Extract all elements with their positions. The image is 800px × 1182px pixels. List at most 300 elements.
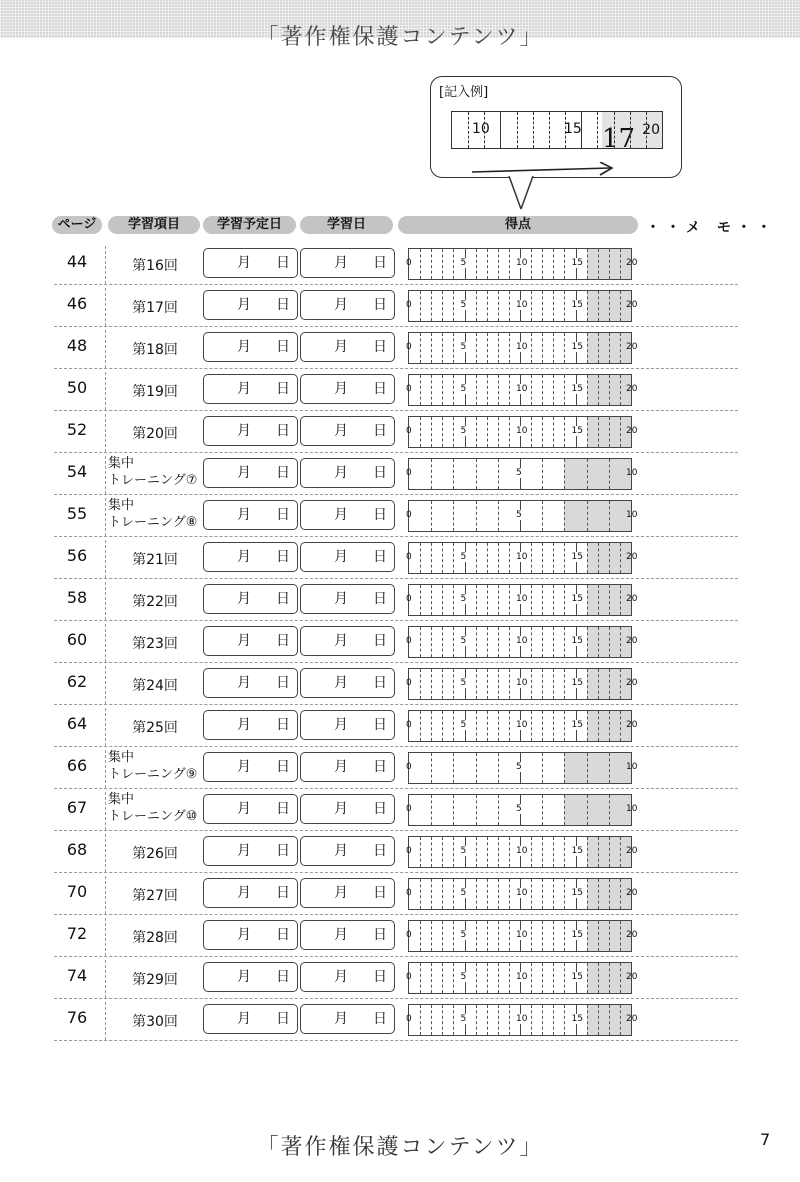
score-gridline: [587, 333, 588, 363]
column-divider: [105, 330, 106, 368]
month-label: 月: [334, 339, 348, 355]
study-date-field[interactable]: [300, 1004, 395, 1034]
score-tick-label: 10: [626, 762, 638, 772]
score-gridline: [587, 585, 588, 615]
score-gridline: [476, 921, 477, 951]
score-bar[interactable]: [406, 374, 638, 406]
table-row: [0, 412, 800, 454]
example-max: 20: [642, 122, 660, 138]
score-gridline: [498, 375, 499, 405]
study-date-field[interactable]: [300, 794, 395, 824]
memo-line[interactable]: [646, 914, 738, 915]
planned-date-field[interactable]: [203, 374, 298, 404]
score-gridline: [564, 921, 565, 951]
score-gridline: [431, 753, 432, 783]
score-gridline: [542, 291, 543, 321]
planned-date-field[interactable]: [203, 668, 298, 698]
score-gridline: [553, 837, 554, 867]
day-label: 日: [373, 759, 387, 775]
memo-line[interactable]: [646, 494, 738, 495]
score-gridline: [587, 459, 588, 489]
score-gridline: [420, 711, 421, 741]
study-date-field[interactable]: [300, 710, 395, 740]
score-gridline: [542, 753, 543, 783]
score-gridline: [487, 963, 488, 993]
score-gridline: [587, 795, 588, 825]
score-gridline: [587, 669, 588, 699]
month-label: 月: [237, 717, 251, 733]
score-bar[interactable]: [406, 248, 638, 280]
score-gridline: [542, 795, 543, 825]
study-date-field[interactable]: [300, 920, 395, 950]
score-gridline: [509, 333, 510, 363]
memo-line[interactable]: [646, 998, 738, 999]
score-gridline: [564, 753, 565, 783]
month-label: 月: [237, 549, 251, 565]
month-label: 月: [334, 801, 348, 817]
score-tick-label: 0: [406, 552, 412, 562]
score-tick-label: 15: [571, 636, 583, 646]
planned-date-field[interactable]: [203, 710, 298, 740]
day-label: 日: [276, 255, 290, 271]
score-tick-label: 0: [406, 720, 412, 730]
score-gridline: [498, 543, 499, 573]
memo-line[interactable]: [646, 1040, 738, 1041]
score-tick-label: 10: [516, 678, 528, 688]
month-label: 月: [237, 591, 251, 607]
score-gridline: [587, 753, 588, 783]
study-date-field[interactable]: [300, 962, 395, 992]
score-gridline: [420, 963, 421, 993]
table-row: [0, 244, 800, 286]
score-tick-label: 5: [460, 426, 467, 436]
month-label: 月: [237, 507, 251, 523]
page-number-cell: 62: [66, 672, 88, 691]
score-gridline: [431, 627, 432, 657]
day-label: 日: [276, 297, 290, 313]
item-label: 第19回: [132, 384, 178, 400]
score-gridline: [587, 963, 588, 993]
score-gridline: [431, 837, 432, 867]
row-divider: [54, 326, 644, 327]
score-gridline: [453, 585, 454, 615]
study-date-field[interactable]: [300, 248, 395, 278]
score-gridline: [564, 249, 565, 279]
score-gridline: [609, 291, 610, 321]
planned-date-field[interactable]: [203, 248, 298, 278]
table-row: [0, 874, 800, 916]
score-gridline: [587, 417, 588, 447]
score-gridline: [431, 249, 432, 279]
score-gridline: [431, 669, 432, 699]
study-date-field[interactable]: [300, 416, 395, 446]
memo-line[interactable]: [646, 704, 738, 705]
score-tick-label: 0: [406, 888, 412, 898]
planned-date-field[interactable]: [203, 794, 298, 824]
header-item: 学習項目: [108, 216, 200, 234]
memo-line[interactable]: [646, 326, 738, 327]
score-tick-label: 5: [460, 300, 467, 310]
item-line2: トレーニング⑦: [108, 473, 198, 488]
score-gridline: [531, 627, 532, 657]
score-gridline: [453, 963, 454, 993]
study-date-field[interactable]: [300, 332, 395, 362]
memo-line[interactable]: [646, 788, 738, 789]
day-label: 日: [276, 465, 290, 481]
score-bar[interactable]: [406, 836, 638, 868]
score-gridline: [442, 669, 443, 699]
example-arrow-icon: [472, 162, 622, 182]
day-label: 日: [373, 465, 387, 481]
score-gridline: [476, 543, 477, 573]
score-gridline: [442, 375, 443, 405]
score-gridline: [509, 711, 510, 741]
score-gridline: [453, 753, 454, 783]
table-row: [0, 748, 800, 790]
score-gridline: [431, 795, 432, 825]
month-label: 月: [237, 381, 251, 397]
score-gridline: [476, 249, 477, 279]
item-label: 第16回: [132, 258, 178, 274]
score-gridline: [553, 375, 554, 405]
score-gridline: [587, 375, 588, 405]
score-tick-label: 20: [626, 636, 638, 646]
score-gridline: [620, 921, 621, 951]
table-row: [0, 1000, 800, 1042]
score-bar[interactable]: [406, 332, 638, 364]
score-gridline: [498, 879, 499, 909]
score-gridline: [509, 669, 510, 699]
study-date-field[interactable]: [300, 668, 395, 698]
score-tick-label: 20: [626, 846, 638, 856]
month-label: 月: [334, 969, 348, 985]
score-tick-label: 15: [571, 888, 583, 898]
score-tick-label: 0: [406, 594, 412, 604]
score-gridline: [509, 627, 510, 657]
item-line1: 集中: [108, 750, 135, 765]
score-tick-label: 10: [626, 468, 638, 478]
score-tick-label: 20: [626, 678, 638, 688]
page-number-cell: 54: [66, 462, 88, 481]
score-gridline: [598, 627, 599, 657]
score-tick-label: 0: [406, 258, 412, 268]
score-gridline: [453, 291, 454, 321]
study-date-field[interactable]: [300, 374, 395, 404]
score-gridline: [476, 501, 477, 531]
memo-line[interactable]: [646, 620, 738, 621]
score-gridline: [476, 711, 477, 741]
score-bar[interactable]: [406, 962, 638, 994]
score-gridline: [453, 837, 454, 867]
score-gridline: [476, 963, 477, 993]
planned-date-field[interactable]: [203, 962, 298, 992]
planned-date-field[interactable]: [203, 290, 298, 320]
score-tick-label: 5: [460, 342, 467, 352]
study-date-field[interactable]: [300, 458, 395, 488]
memo-line[interactable]: [646, 662, 738, 663]
score-bar[interactable]: [406, 626, 638, 658]
page-number-cell: 44: [66, 252, 88, 271]
item-line1: 集中: [108, 498, 135, 513]
score-gridline: [509, 417, 510, 447]
column-divider: [105, 456, 106, 494]
score-gridline: [420, 879, 421, 909]
score-gridline: [453, 1005, 454, 1035]
score-tick-label: 10: [516, 384, 528, 394]
planned-date-field[interactable]: [203, 752, 298, 782]
score-gridline: [553, 291, 554, 321]
planned-date-field[interactable]: [203, 416, 298, 446]
score-gridline: [564, 291, 565, 321]
day-label: 日: [373, 507, 387, 523]
study-date-field[interactable]: [300, 836, 395, 866]
memo-line[interactable]: [646, 284, 738, 285]
score-gridline: [487, 375, 488, 405]
score-bar[interactable]: [406, 542, 638, 574]
row-divider: [54, 956, 644, 957]
score-gridline: [431, 1005, 432, 1035]
score-tick-label: 10: [516, 972, 528, 982]
score-gridline: [487, 543, 488, 573]
score-gridline: [542, 585, 543, 615]
planned-date-field[interactable]: [203, 1004, 298, 1034]
score-tick-label: 10: [516, 342, 528, 352]
score-gridline: [620, 879, 621, 909]
planned-date-field[interactable]: [203, 500, 298, 530]
planned-date-field[interactable]: [203, 542, 298, 572]
score-gridline: [542, 417, 543, 447]
high-score-zone: [564, 795, 631, 825]
planned-date-field[interactable]: [203, 458, 298, 488]
score-gridline: [598, 249, 599, 279]
study-date-field[interactable]: [300, 542, 395, 572]
score-gridline: [498, 459, 499, 489]
item-label: 第23回: [132, 636, 178, 652]
score-bar[interactable]: [406, 1004, 638, 1036]
month-label: 月: [237, 759, 251, 775]
score-gridline: [476, 585, 477, 615]
score-tick-label: 10: [516, 888, 528, 898]
day-label: 日: [276, 507, 290, 523]
score-gridline: [542, 711, 543, 741]
score-gridline: [420, 249, 421, 279]
item-label: [108, 497, 202, 531]
memo-line[interactable]: [646, 578, 738, 579]
score-gridline: [553, 543, 554, 573]
score-bar[interactable]: [406, 710, 638, 742]
day-label: 日: [276, 969, 290, 985]
score-gridline: [487, 585, 488, 615]
score-gridline: [598, 921, 599, 951]
score-gridline: [609, 879, 610, 909]
planned-date-field[interactable]: [203, 332, 298, 362]
planned-date-field[interactable]: [203, 584, 298, 614]
planned-date-field[interactable]: [203, 626, 298, 656]
score-bar[interactable]: [406, 584, 638, 616]
month-label: 月: [334, 255, 348, 271]
planned-date-field[interactable]: [203, 920, 298, 950]
study-date-field[interactable]: [300, 626, 395, 656]
score-gridline: [453, 627, 454, 657]
score-tick-label: 15: [571, 384, 583, 394]
planned-date-field[interactable]: [203, 836, 298, 866]
score-gridline: [542, 627, 543, 657]
score-tick-label: 20: [626, 888, 638, 898]
score-gridline: [476, 333, 477, 363]
item-label: 第17回: [132, 300, 178, 316]
score-bar[interactable]: [406, 458, 638, 490]
day-label: 日: [373, 255, 387, 271]
score-gridline: [564, 543, 565, 573]
score-gridline: [509, 585, 510, 615]
study-date-field[interactable]: [300, 878, 395, 908]
score-gridline: [453, 795, 454, 825]
score-tick-label: 0: [406, 384, 412, 394]
page-number-cell: 64: [66, 714, 88, 733]
table-row: [0, 328, 800, 370]
table-row: [0, 538, 800, 580]
score-gridline: [431, 333, 432, 363]
score-gridline: [564, 837, 565, 867]
page-number-cell: 50: [66, 378, 88, 397]
score-gridline: [453, 333, 454, 363]
score-gridline: [564, 963, 565, 993]
score-gridline: [509, 837, 510, 867]
score-gridline: [487, 417, 488, 447]
column-divider: [105, 918, 106, 956]
score-bar[interactable]: [406, 500, 638, 532]
month-label: 月: [237, 843, 251, 859]
page-number-cell: 76: [66, 1008, 88, 1027]
score-gridline: [498, 753, 499, 783]
score-gridline: [476, 627, 477, 657]
memo-line[interactable]: [646, 452, 738, 453]
score-tick-label: 5: [516, 468, 522, 478]
score-bar[interactable]: [406, 878, 638, 910]
study-date-field[interactable]: [300, 500, 395, 530]
score-gridline: [620, 837, 621, 867]
page-number-cell: 55: [66, 504, 88, 523]
day-label: 日: [373, 339, 387, 355]
study-date-field[interactable]: [300, 584, 395, 614]
score-bar[interactable]: [406, 416, 638, 448]
score-tick-label: 15: [571, 972, 583, 982]
score-gridline: [609, 963, 610, 993]
score-tick-label: 15: [571, 1014, 583, 1024]
study-date-field[interactable]: [300, 752, 395, 782]
score-gridline: [620, 333, 621, 363]
score-tick-label: 10: [516, 594, 528, 604]
column-divider: [105, 1002, 106, 1040]
item-label: 第18回: [132, 342, 178, 358]
score-tick-label: 15: [571, 426, 583, 436]
score-gridline: [542, 921, 543, 951]
score-gridline: [542, 1005, 543, 1035]
score-gridline: [587, 501, 588, 531]
score-tick-label: 20: [626, 426, 638, 436]
score-gridline: [620, 543, 621, 573]
score-gridline: [476, 291, 477, 321]
score-gridline: [587, 879, 588, 909]
score-tick-label: 0: [406, 342, 412, 352]
score-gridline: [431, 921, 432, 951]
score-gridline: [587, 711, 588, 741]
memo-line[interactable]: [646, 368, 738, 369]
memo-line[interactable]: [646, 830, 738, 831]
score-bar[interactable]: [406, 794, 638, 826]
score-bar[interactable]: [406, 668, 638, 700]
memo-line[interactable]: [646, 410, 738, 411]
score-bar[interactable]: [406, 920, 638, 952]
score-gridline: [553, 921, 554, 951]
column-divider: [105, 246, 106, 284]
score-tick-label: 20: [626, 258, 638, 268]
row-divider: [54, 452, 644, 453]
page-number-cell: 67: [66, 798, 88, 817]
table-row: [0, 622, 800, 664]
score-gridline: [620, 711, 621, 741]
score-gridline: [431, 501, 432, 531]
score-gridline: [553, 1005, 554, 1035]
score-tick-label: 10: [516, 636, 528, 646]
month-label: 月: [237, 969, 251, 985]
month-label: 月: [237, 339, 251, 355]
score-tick-label: 10: [626, 510, 638, 520]
memo-line[interactable]: [646, 956, 738, 957]
score-gridline: [609, 837, 610, 867]
score-gridline: [542, 459, 543, 489]
score-gridline: [564, 1005, 565, 1035]
score-gridline: [564, 375, 565, 405]
day-label: 日: [373, 1011, 387, 1027]
memo-line[interactable]: [646, 872, 738, 873]
row-divider: [54, 284, 644, 285]
score-gridline: [587, 1005, 588, 1035]
score-tick-label: 15: [571, 720, 583, 730]
table-row: [0, 454, 800, 496]
planned-date-field[interactable]: [203, 878, 298, 908]
score-gridline: [442, 417, 443, 447]
row-divider: [54, 872, 644, 873]
score-tick-label: 0: [406, 468, 412, 478]
score-tick-label: 5: [460, 1014, 467, 1024]
table-row: [0, 286, 800, 328]
column-divider: [105, 750, 106, 788]
score-gridline: [564, 795, 565, 825]
score-gridline: [620, 963, 621, 993]
score-gridline: [420, 837, 421, 867]
score-tick-label: 20: [626, 930, 638, 940]
score-gridline: [431, 711, 432, 741]
score-gridline: [542, 963, 543, 993]
page-number-cell: 74: [66, 966, 88, 985]
memo-line[interactable]: [646, 746, 738, 747]
month-label: 月: [237, 633, 251, 649]
score-bar[interactable]: [406, 290, 638, 322]
score-gridline: [553, 249, 554, 279]
memo-line[interactable]: [646, 536, 738, 537]
score-tick-label: 5: [460, 846, 467, 856]
month-label: 月: [334, 297, 348, 313]
score-gridline: [498, 921, 499, 951]
score-gridline: [564, 711, 565, 741]
day-label: 日: [373, 801, 387, 817]
score-bar[interactable]: [406, 752, 638, 784]
column-divider: [105, 414, 106, 452]
study-date-field[interactable]: [300, 290, 395, 320]
page-number-cell: 72: [66, 924, 88, 943]
score-gridline: [476, 795, 477, 825]
